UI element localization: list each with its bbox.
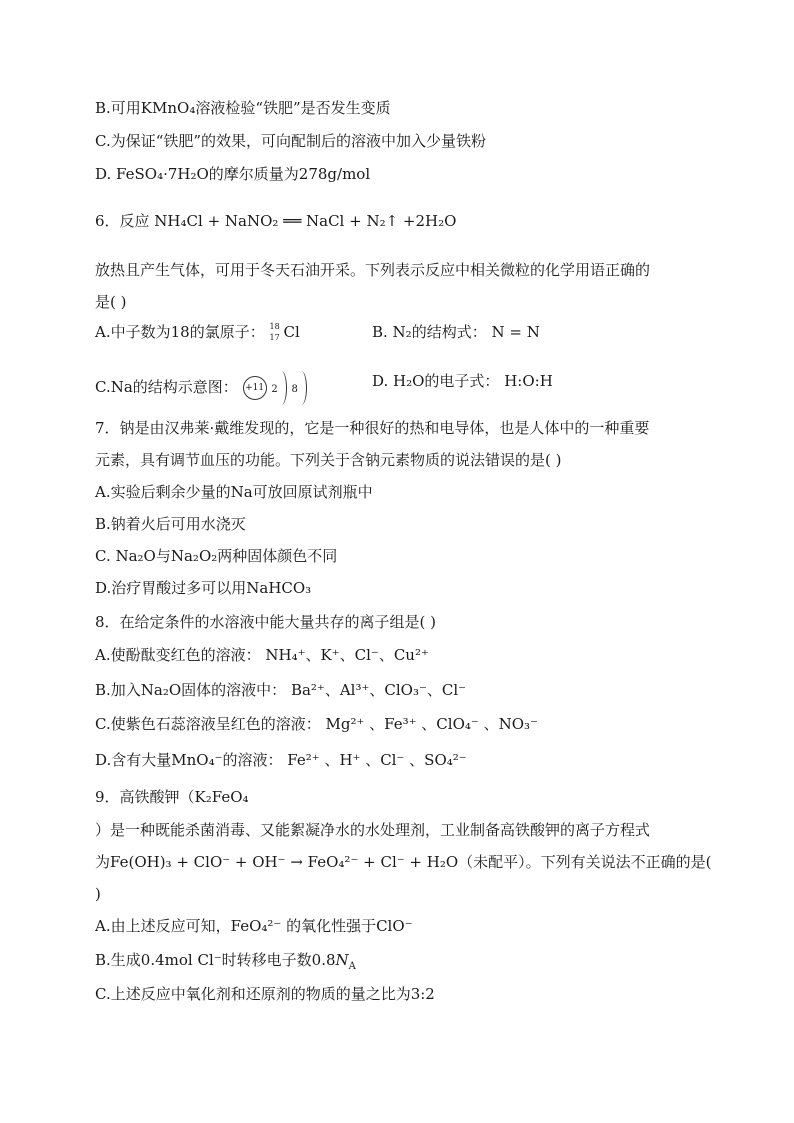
option-6c bbox=[95, 371, 307, 405]
option-6d bbox=[372, 371, 553, 391]
option-8a: A.使酚酞变红色的溶液： NH₄⁺、K⁺、Cl⁻、Cu²⁺ bbox=[95, 646, 429, 664]
question-9-text-2: ）是一种既能杀菌消毒、又能絮凝净水的水处理剂，工业制备高铁酸钾的离子方程式 bbox=[95, 821, 651, 839]
option-5d: D. FeSO₄·7H₂O的摩尔质量为278g/mol bbox=[95, 165, 371, 183]
chlorine-symbol: Cl bbox=[283, 323, 300, 341]
avogadro-subscript: A bbox=[348, 961, 356, 972]
option-7a: A.实验后剩余少量的Na可放回原试剂瓶中 bbox=[95, 483, 373, 501]
question-6-text-2: 是( ) bbox=[95, 293, 127, 311]
shell-arc-1 bbox=[276, 371, 287, 405]
question-7-text-2: 元素，具有调节血压的功能。下列关于含钠元素物质的说法错误的是( ) bbox=[95, 451, 562, 469]
question-7-text-1: 7．钠是由汉弗莱·戴维发现的，它是一种很好的热和电导体，也是人体中的一种重要 bbox=[95, 419, 650, 437]
option-9a: A.由上述反应可知，FeO₄²⁻ 的氧化性强于ClO⁻ bbox=[95, 917, 413, 935]
option-9b bbox=[95, 950, 356, 970]
nuclide-notation bbox=[269, 323, 283, 343]
shell-2-count: 8 bbox=[291, 384, 298, 395]
option-7c: C. Na₂O与Na₂O₂两种固体颜色不同 bbox=[95, 547, 338, 565]
question-6-equation: 6．反应 NH₄Cl + NaNO₂ ══ NaCl + N₂↑ +2H₂O bbox=[95, 212, 457, 230]
question-9-text-1: 9．高铁酸钾（K₂FeO₄ bbox=[95, 788, 249, 806]
option-6b: B. N₂的结构式： N = N bbox=[372, 323, 540, 341]
option-8b: B.加入Na₂O固体的溶液中： Ba²⁺、Al³⁺、ClO₃⁻、Cl⁻ bbox=[95, 681, 467, 699]
option-9b-label: B.生成0.4mol Cl⁻时转移电子数0.8 bbox=[95, 951, 336, 969]
question-8-text: 8．在给定条件的水溶液中能大量共存的离子组是( ) bbox=[95, 613, 437, 631]
option-5c: C.为保证“铁肥”的效果，可向配制后的溶液中加入少量铁粉 bbox=[95, 132, 487, 150]
option-8d: D.含有大量MnO₄⁻的溶液： Fe²⁺ 、H⁺ 、Cl⁻ 、SO₄²⁻ bbox=[95, 751, 467, 769]
option-9c: C.上述反应中氧化剂和还原剂的物质的量之比为3:2 bbox=[95, 985, 435, 1003]
sodium-nucleus: +11 bbox=[243, 376, 267, 400]
option-8c: C.使紫色石蕊溶液呈红色的溶液： Mg²⁺ 、Fe³⁺ 、ClO₄⁻ 、NO₃⁻ bbox=[95, 715, 538, 733]
option-7d: D.治疗胃酸过多可以用NaHCO₃ bbox=[95, 579, 312, 597]
option-5b: B.可用KMnO₄溶液检验“铁肥”是否发生变质 bbox=[95, 99, 391, 117]
atomic-number: 17 bbox=[269, 333, 280, 342]
option-6a-label: A.中子数为18的氯原子： bbox=[95, 323, 265, 341]
electron-formula: H:O:H bbox=[504, 372, 553, 390]
question-6-text-1: 放热且产生气体，可用于冬天石油开采。下列表示反应中相关微粒的化学用语正确的 bbox=[95, 261, 651, 279]
option-7b: B.钠着火后可用水浇灭 bbox=[95, 515, 246, 533]
option-6a bbox=[95, 322, 300, 343]
option-6c-label: C.Na的结构示意图： bbox=[95, 378, 238, 396]
option-6d-label: D. H₂O的电子式： bbox=[372, 372, 500, 390]
mass-number: 18 bbox=[269, 322, 280, 331]
shell-1-count: 2 bbox=[271, 384, 278, 395]
question-9-text-3: 为Fe(OH)₃ + ClO⁻ + OH⁻ → FeO₄²⁻ + Cl⁻ + H₂O（未配平）。下列有关说法不正确的是( bbox=[95, 853, 712, 871]
shell-arc-2 bbox=[296, 371, 307, 405]
question-9-text-4: ) bbox=[95, 885, 101, 903]
avogadro-symbol: N bbox=[335, 951, 349, 969]
